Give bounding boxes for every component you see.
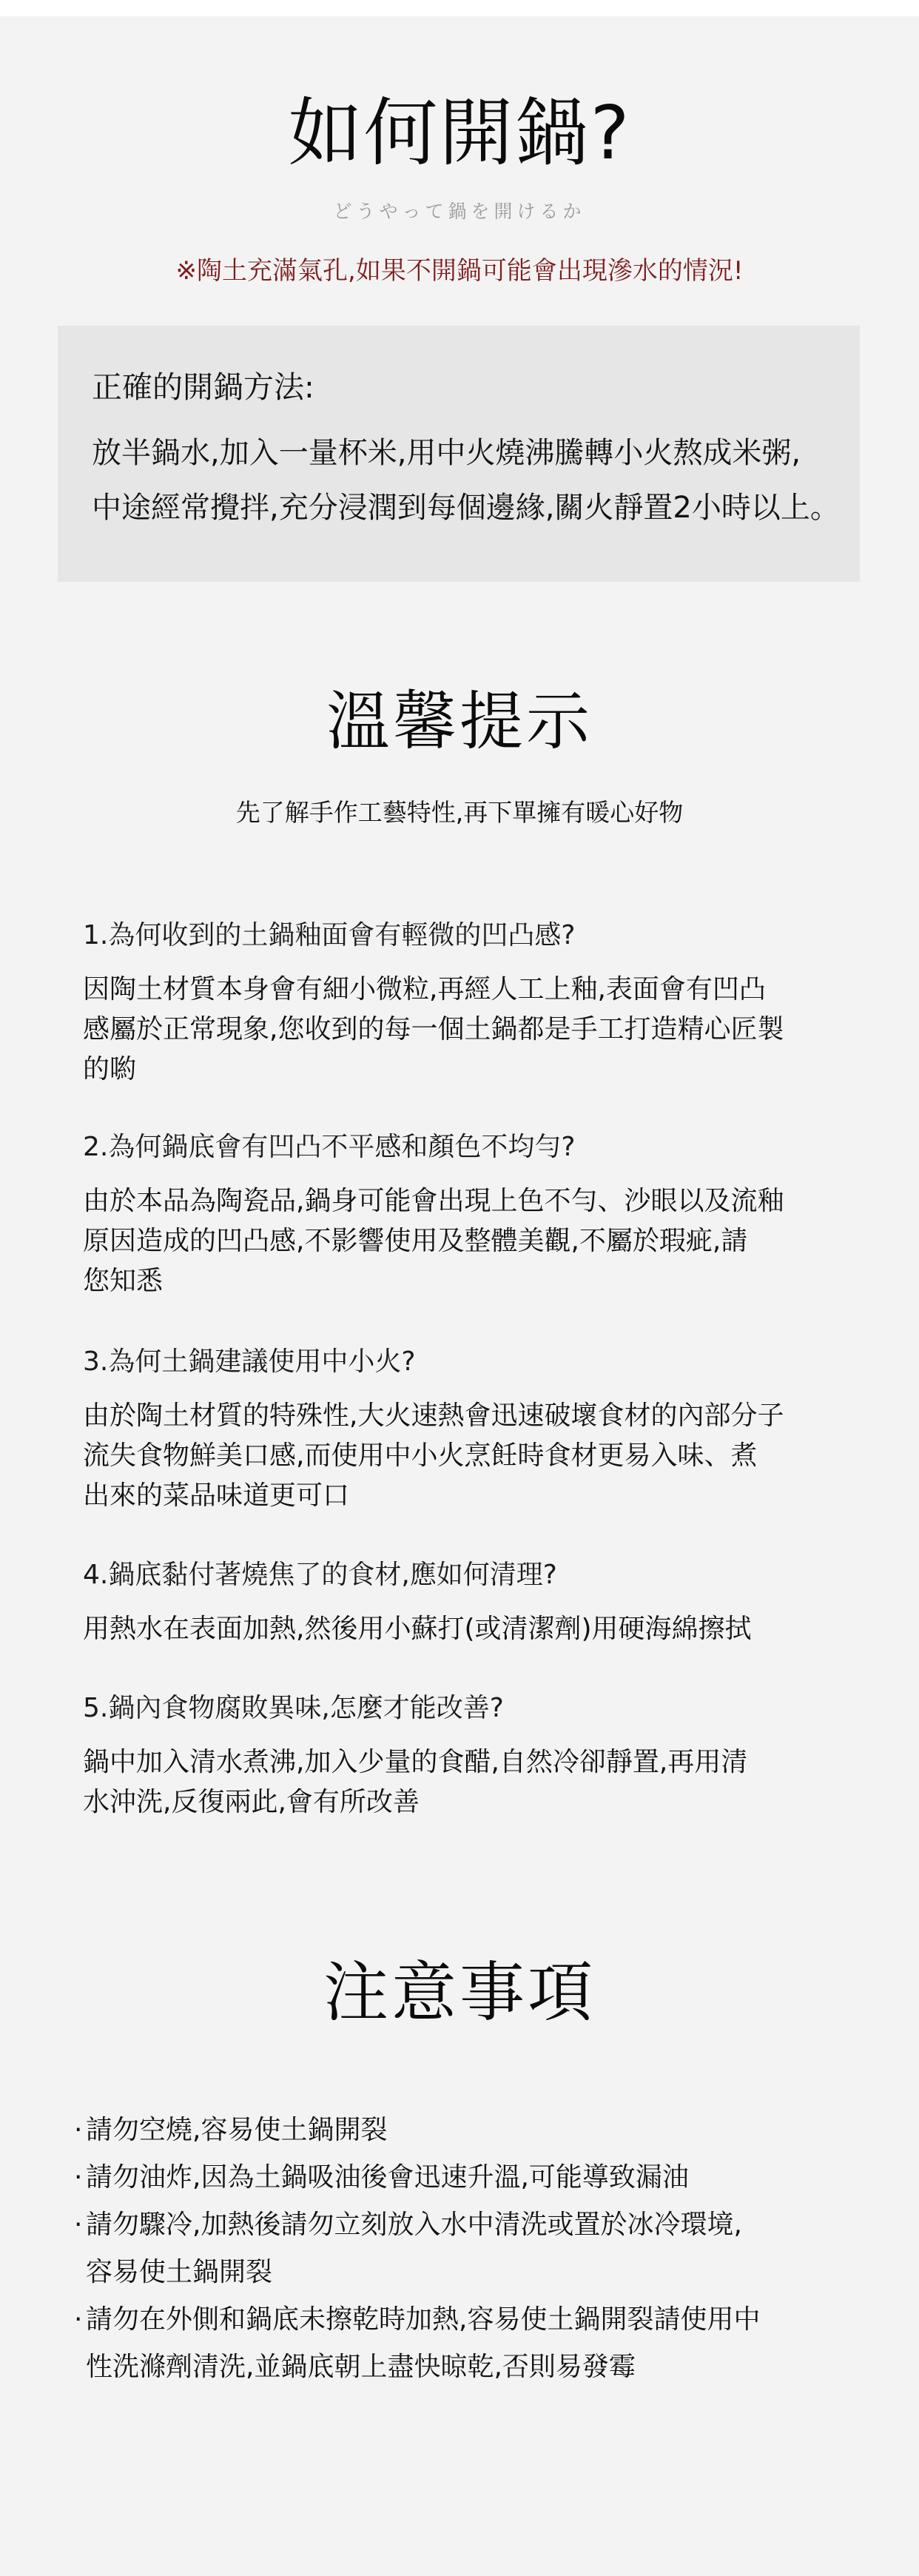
top-strip [0,0,919,16]
faq-answer [83,1396,845,1516]
faq-answer-line: 出來的菜品味道更可口 [83,1480,350,1511]
faq-answer-line: 用熱水在表面加熱,然後用小蘇打(或清潔劑)用硬海綿擦拭 [83,1614,752,1644]
faq-item [83,1559,845,1649]
bullet: · [74,2162,83,2193]
note-line: 性洗滌劑清洗,並鍋底朝上盡快晾乾,否則易發霉 [86,2352,636,2382]
faq-question: 4.鍋底黏付著燒焦了的食材,應如何清理? [83,1560,557,1590]
seasoning-warning: ※陶土充滿氣孔,如果不開鍋可能會出現滲水的情況! [175,256,744,286]
faq-question: 2.為何鍋底會有凹凸不平感和顏色不均勻? [83,1132,576,1162]
faq-item [83,919,845,1090]
faq-answer [83,970,845,1090]
faq-item [83,1131,845,1301]
method-line: 中途經常攪拌,充分浸潤到每個邊緣,關火靜置2小時以上。 [92,491,840,525]
faq-answer-line: 由於本品為陶瓷品,鍋身可能會出現上色不勻、沙眼以及流釉 [83,1186,784,1216]
seasoning-title: 如何開鍋? [288,90,631,176]
note-item [74,2296,858,2391]
notes-list [74,2107,858,2391]
faq-question: 5.鍋內食物腐敗異味,怎麼才能改善? [83,1693,504,1723]
note-item [74,2201,858,2296]
faq-answer-line: 鍋中加入清水煮沸,加入少量的食醋,自然冷卻靜置,再用清 [83,1747,748,1777]
tips-subtitle: 先了解手作工藝特性,再下單擁有暖心好物 [235,798,684,827]
method-title: 正確的開鍋方法: [92,369,314,405]
faq-question: 3.為何土鍋建議使用中小火? [83,1346,416,1377]
faq-item [83,1346,845,1516]
faq-answer-line: 因陶土材質本身會有細小微粒,再經人工上釉,表面會有凹凸 [83,974,766,1004]
faq-answer-line: 的喲 [83,1054,137,1084]
faq-answer [83,1181,845,1301]
note-line: 請勿在外側和鍋底未擦乾時加熱,容易使土鍋開裂請使用中 [86,2304,761,2335]
method-box [58,326,860,582]
faq-answer-line: 流失食物鮮美口感,而使用中小火烹飪時食材更易入味、煮 [83,1440,758,1471]
note-item [74,2154,858,2201]
faq-answer-line: 由於陶土材質的特殊性,大火速熱會迅速破壞食材的內部分子 [83,1401,784,1431]
note-item [74,2107,858,2154]
faq-answer-line: 您知悉 [83,1266,164,1296]
faq-question: 1.為何收到的土鍋釉面會有輕微的凹凸感? [83,920,576,950]
seasoning-subtitle-jp: どうやって鍋を開けるか [333,201,586,222]
faq-answer-line: 水沖洗,反復兩此,會有所改善 [83,1787,420,1817]
note-line: 請勿油炸,因為土鍋吸油後會迅速升溫,可能導致漏油 [86,2162,689,2193]
faq-answer-line: 感屬於正常現象,您收到的每一個土鍋都是手工打造精心匠製 [83,1014,784,1044]
tips-title: 溫馨提示 [326,685,593,759]
faq-answer-line: 原因造成的凹凸感,不影響使用及整體美觀,不屬於瑕疵,請 [83,1226,748,1256]
notes-title: 注意事項 [323,1954,596,2030]
bullet: · [74,2115,83,2145]
bullet: · [74,2210,83,2240]
faq-item [83,1692,845,1822]
bullet: · [74,2304,83,2335]
faq-answer [83,1609,845,1649]
faq-answer [83,1743,845,1822]
method-line: 放半鍋水,加入一量杯米,用中火燒沸騰轉小火熬成米粥, [92,436,801,470]
note-line: 請勿驟冷,加熱後請勿立刻放入水中清洗或置於冰冷環境, [86,2210,742,2240]
note-line: 請勿空燒,容易使土鍋開裂 [86,2115,388,2145]
note-line: 容易使土鍋開裂 [86,2257,273,2287]
